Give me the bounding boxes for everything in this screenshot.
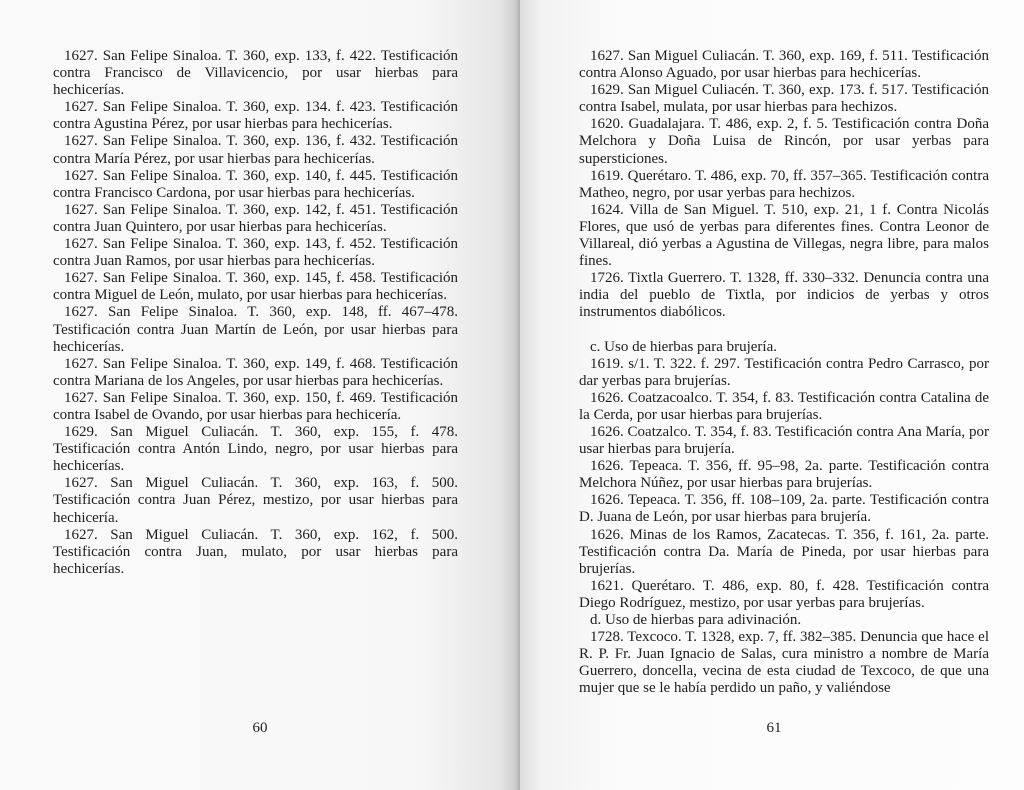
record-entry: 1627. San Felipe Sinaloa. T. 360, exp. 148, ff. 467–478. Testificación contra Juan Martín de León, por usar hierbas para hechicerías. [53,304,458,355]
record-entry: 1629. San Miguel Culiacán. T. 360, exp. 155, f. 478. Testificación contra Antón Lindo, negro, por usar hierbas para hechicerías. [53,424,458,475]
section-heading: d. Uso de hierbas para adivinación. [590,612,802,628]
page-number-right: 61 [766,720,782,736]
record-entry: 1728. Texcoco. T. 1328, exp. 7, ff. 382–385. Denuncia que hace el R. P. Fr. Juan Ignacio de Salas, cura ministro a nombre de María Guerrero, doncella, vecina de esta ciudad de Texcoco, de que una mujer que se le había perdido un paño, y valiéndose [579,629,989,697]
record-entry: 1626. Minas de los Ramos, Zacatecas. T. 356, f. 161, 2a. parte. Testificación contra Da. María de Pineda, por usar hierbas para brujerías. [579,526,989,577]
left-page-text [53,48,458,578]
record-entry: 1627. San Felipe Sinaloa. T. 360, exp. 142, f. 451. Testificación contra Juan Quintero, por usar hierbas para hechicerías. [53,201,458,235]
record-entry: 1627. San Felipe Sinaloa. T. 360, exp. 149, f. 468. Testificación contra Mariana de los Angeles, por usar hierbas para hechicerías. [53,355,458,389]
record-entry: 1624. Villa de San Miguel. T. 510, exp. 21, 1 f. Contra Nicolás Flores, que usó de yerbas para diferentes fines. Contra Leonor de Villareal, dió yerbas a Agustina de Villegas, negra libre, para malos fines. [579,201,989,270]
record-entry: 1627. San Felipe Sinaloa. T. 360, exp. 133, f. 422. Testificación contra Francisco de Villavicencio, por usar hierbas para hechicerías. [53,48,458,99]
right-page-text [579,48,989,697]
record-entry: 1627. San Felipe Sinaloa. T. 360, exp. 143, f. 452. Testificación contra Juan Ramos, por usar hierbas para hechicerías. [53,236,458,270]
record-entry: 1619. s/1. T. 322. f. 297. Testificación contra Pedro Carrasco, por dar yerbas para brujerías. [579,355,989,389]
record-entry: 1626. Coatzalco. T. 354, f. 83. Testificación contra Ana María, por usar hierbas para brujería. [579,423,989,458]
record-entry: 1627. San Miguel Culiacán. T. 360, exp. 162, f. 500. Testificación contra Juan, mulato, por usar hierbas para hechicerías. [53,526,458,577]
record-entry: 1626. Tepeaca. T. 356, ff. 108–109, 2a. parte. Testificación contra D. Juana de León, por usar hierbas para brujería. [579,492,989,526]
record-entry: 1627. San Felipe Sinaloa. T. 360, exp. 140, f. 445. Testificación contra Francisco Cardona, por usar hierbas para hechicerías. [53,167,458,201]
record-entry: 1621. Querétaro. T. 486, exp. 80, f. 428. Testificación contra Diego Rodríguez, mestizo, por usar yerbas para brujerías. [579,577,989,611]
section-heading: c. Uso de hierbas para brujería. [590,338,778,355]
record-entry: 1619. Querétaro. T. 486, exp. 70, ff. 357–365. Testificación contra Matheo, negro, por usar yerbas para hechizos. [579,167,989,201]
record-entry: 1626. Tepeaca. T. 356, ff. 95–98, 2a. parte. Testificación contra Melchora Núñez, por usar hierbas para brujerías. [579,458,989,492]
record-entry: 1627. San Miguel Culiacán. T. 360, exp. 163, f. 500. Testificación contra Juan Pérez, mestizo, por usar hierbas para hechicería. [53,475,458,526]
record-entry: 1627. San Felipe Sinaloa. T. 360, exp. 134. f. 423. Testificación contra Agustina Pérez, por usar hierbas para hechicerías. [53,99,458,133]
record-entry: 1627. San Felipe Sinaloa. T. 360, exp. 145, f. 458. Testificación contra Miguel de León, mulato, por usar hierbas para hechicerías. [53,270,458,304]
page-number-left: 60 [252,720,268,736]
right-page [520,0,1024,790]
record-entry: 1627. San Miguel Culiacán. T. 360, exp. 169, f. 511. Testificación contra Alonso Aguado, por usar hierbas para hechicerías. [579,48,989,82]
record-entry: 1627. San Felipe Sinaloa. T. 360, exp. 136, f. 432. Testificación contra María Pérez, por usar hierbas para hechicerías. [53,133,458,167]
record-entry: 1626. Coatzacoalco. T. 354, f. 83. Testificación contra Catalina de la Cerda, por usar hierbas para brujerías. [579,389,989,423]
record-entry: 1627. San Felipe Sinaloa. T. 360, exp. 150, f. 469. Testificación contra Isabel de Ovando, por usar hierbas para hechicería. [53,389,458,423]
record-entry: 1726. Tixtla Guerrero. T. 1328, ff. 330–332. Denuncia contra una india del pueblo de Tixtla, por indicios de yerbas y otros instrumentos diabólicos. [579,270,989,321]
record-entry: 1629. San Miguel Culiacén. T. 360, exp. 173. f. 517. Testificación contra Isabel, mulata, por usar hierbas para hechizos. [579,82,989,116]
record-entry: 1620. Guadalajara. T. 486, exp. 2, f. 5. Testificación contra Doña Melchora y Doña Luisa de Rincón, por usar yerbas para supersticiones. [579,116,989,167]
